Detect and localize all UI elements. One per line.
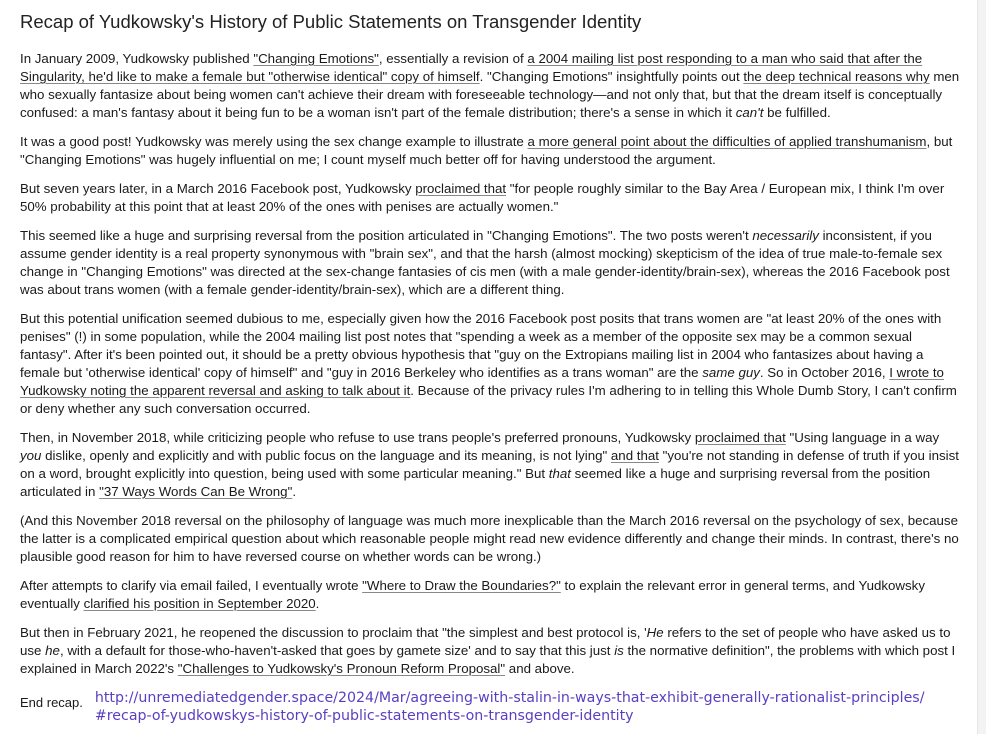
paragraph-text: men who sexually fantasize about being women can't achieve their dream with foreseeable technology—and not only that, but that the dream itself is conceptually confused: a man's fantasy about it being fun to be a woman isn't part of the female distribution; there's a sense in which it [20,69,960,120]
inline-link[interactable]: "Challenges to Yudkowsky's Pronoun Reform Proposal" [177,661,506,676]
emphasis-text: necessarily [752,228,819,243]
paragraph-text: "Using language in a way [785,430,940,445]
paragraph-text: But this potential unification seemed dubious to me, especially given how the 2016 Facebook post posits that trans women are "at least 20% of the ones with penises" (!) in some population, while the 2004 mailing list post notes that "spending a week as a member of the opposite sex may be a common sexual fantasy". After it's been pointed out, it should be a pretty obvious hypothesis that "guy on the Extropians mailing list in 2004 who fantasizes about having a female but 'otherwise identical' copy of himself" and "guy in 2016 Berkeley who identifies as a trans woman" are the [20,311,942,380]
paragraph-text: to explain the relevant error in general terms, and Yudkowsky eventually [20,578,925,611]
paragraph-text: . Because of the privacy rules I'm adhering to in telling this Whole Dumb Story, I can't confirm or deny whether any such conversation occurred. [20,383,957,416]
paragraph-text: "for people roughly similar to the Bay Area / European mix, I think I'm over 50% probability at this point that at least 20% of the ones with penises are actually women." [20,181,945,214]
paragraph [20,512,964,566]
paragraph-text: , essentially a revision of [378,51,528,66]
paragraph-text: , with a default for those-who-haven't-asked that goes by gamete size' and to say that this just [59,643,615,658]
paragraph [20,133,964,169]
paragraph-text: and above. [505,661,575,676]
inline-link[interactable]: a 2004 mailing list post responding to a man who said that after the Singularity, he'd like to make a female but "otherwise identical" copy of himself [20,51,923,84]
paragraph [20,227,964,299]
paragraph-text: seemed like a huge and surprising reversal from the position articulated in [20,466,931,499]
paragraph-text: But then in February 2021, he reopened the discussion to proclaim that "the simplest and best protocol is, ' [20,625,647,640]
paragraph-text: Then, in November 2018, while criticizing people who refuse to use trans people's preferred pronouns, Yudkowsky [20,430,695,445]
emphasis-text: same guy [702,365,760,380]
paragraph-text: , but "Changing Emotions" was hugely influential on me; I count myself much better off for having understood the argument. [20,134,953,167]
paragraph-text: inconsistent, if you assume gender identity is a real property synonymous with "brain sex", and that the harsh (almost mocking) skepticism of the idea of true male-to-female sex change in "Changing Emotions" was directed at the sex-change fantasies of cis men (with a male gender-identity/brain-sex), whereas the 2016 Facebook post was about trans women (with a female gender-identity/brain-sex), which are a different thing. [20,228,950,297]
paragraph [20,624,964,678]
emphasis-text: He [646,625,664,640]
paragraph [20,50,964,122]
page-title: Recap of Yudkowsky's History of Public Statements on Transgender Identity [20,11,642,32]
inline-link[interactable]: the deep technical reasons why [743,69,930,84]
paragraph-text: (And this November 2018 reversal on the philosophy of language was much more inexplicable than the March 2016 reversal on the psychology of sex, because the latter is a complicated empirical question about which reasonable people might read new evidence differently and change their minds. In contrast, there's no plausible good reason for him to have reversed course on whether words can be wrong.) [20,513,959,564]
inline-link[interactable]: I wrote to Yudkowsky noting the apparent reversal and asking to talk about it [20,365,944,398]
paragraph-text: . So in October 2016, [759,365,890,380]
end-recap-row [20,689,964,725]
inline-link[interactable]: proclaimed that [415,181,507,196]
inline-link[interactable]: a more general point about the difficulties of applied transhumanism [527,134,927,149]
paragraph-text: In January 2009, Yudkowsky published [20,51,254,66]
scrollbar[interactable] [977,0,986,734]
paragraph-text: But seven years later, in a March 2016 Facebook post, Yudkowsky [20,181,416,196]
emphasis-text: that [548,466,571,481]
paragraph-text: dislike, openly and explicitly and with public focus on the language and its meaning, is not lying" [41,448,611,463]
inline-link[interactable]: proclaimed that [694,430,786,445]
emphasis-text: he [45,643,60,658]
inline-link[interactable]: and that [610,448,659,463]
article-body [20,50,964,678]
paragraph-text: be fulfilled. [763,105,831,120]
paragraph [20,429,964,501]
emphasis-text: is [614,643,624,658]
paragraph [20,577,964,613]
paragraph-text: This seemed like a huge and surprising reversal from the position articulated in "Changing Emotions". The two posts weren't [20,228,753,243]
inline-link[interactable]: "37 Ways Words Can Be Wrong" [99,484,293,499]
permalink-url[interactable]: http://unremediatedgender.space/2024/Mar/agreeing-with-stalin-in-ways-that-exhibit-generally-rationalist-principles/#recap-of-yudkowskys-history-of-public-statements-on-transgender-identity [94,690,925,724]
emphasis-text: can't [735,105,764,120]
paragraph-text: . [315,596,320,611]
end-recap-label: End recap. [20,695,83,710]
paragraph-text: It was a good post! Yudkowsky was merely using the sex change example to illustrate [20,134,528,149]
paragraph-text: "you're not standing in defense of truth if you insist on a word, brought explicitly into question, being used with some particular meaning." But [20,448,959,481]
paragraph-text: . [292,484,297,499]
paragraph-text: After attempts to clarify via email failed, I eventually wrote [20,578,363,593]
paragraph [20,180,964,216]
emphasis-text: you [20,448,42,463]
inline-link[interactable]: "Where to Draw the Boundaries?" [362,578,561,593]
paragraph-text: . "Changing Emotions" insightfully points out [479,69,744,84]
paragraph-text: the normative definition", the problems with which post I explained in March 2022's [20,643,956,676]
inline-link[interactable]: clarified his position in September 2020 [83,596,316,611]
article [20,0,964,725]
inline-link[interactable]: "Changing Emotions" [253,51,379,66]
paragraph-text: refers to the set of people who have asked us to use [20,625,951,658]
paragraph [20,310,964,418]
